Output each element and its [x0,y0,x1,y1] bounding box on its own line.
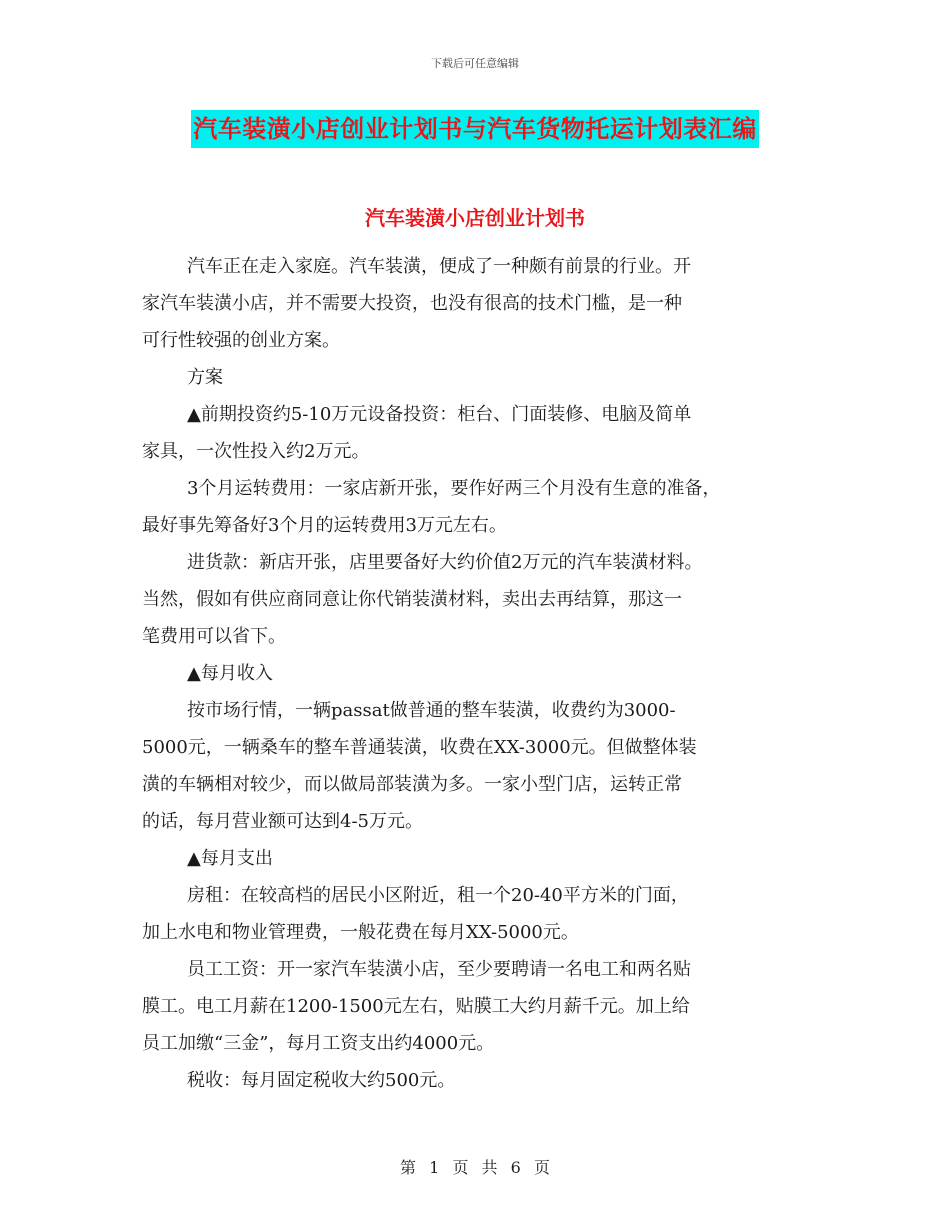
footer-middle: 页 [452,1158,469,1177]
text-line: 方案 [187,367,223,388]
text-line: ▲每月支出 [187,848,273,869]
paragraph [142,840,812,877]
paragraph [142,692,812,840]
page-number: 1 [429,1158,440,1177]
section-title: 汽车装潢小店创业计划书 [365,206,585,230]
text-line: 进货款：新店开张，店里要备好大约价值2万元的汽车装潢材料。 [187,552,703,573]
text-line: 可行性较强的创业方案。 [142,330,340,351]
text-line: 员工工资：开一家汽车装潢小店，至少要聘请一名电工和两名贴 [187,959,691,980]
paragraph [142,1062,812,1099]
text-line: ▲每月收入 [187,663,273,684]
text-line: 5000元，一辆桑车的整车普通装潢，收费在XX-3000元。但做整体装 [142,737,697,758]
footer-prefix: 第 [400,1158,417,1177]
text-line: 家汽车装潢小店，并不需要大投资，也没有很高的技术门槛，是一种 [142,293,682,314]
text-line: 员工加缴“三金”，每月工资支出约4000元。 [142,1033,495,1054]
text-line: 加上水电和物业管理费，一般花费在每月XX-5000元。 [142,922,579,943]
paragraph [142,359,812,396]
text-line: 笔费用可以省下。 [142,626,286,647]
footer-of: 共 [481,1158,498,1177]
text-line: 税收：每月固定税收大约500元。 [187,1070,456,1091]
text-line: 当然，假如有供应商同意让你代销装潢材料，卖出去再结算，那这一 [142,589,682,610]
paragraph [142,248,812,359]
paragraph [142,951,812,1062]
document-title-wrapper [0,110,950,148]
text-line: 汽车正在走入家庭。汽车装潢，便成了一种颇有前景的行业。开 [187,256,691,277]
text-line: 3个月运转费用：一家店新开张，要作好两三个月没有生意的准备， [187,478,721,499]
text-line: 房租：在较高档的居民小区附近，租一个20-40平方米的门面， [187,885,689,906]
page-footer [0,1155,950,1178]
document-title: 汽车装潢小店创业计划书与汽车货物托运计划表汇编 [191,110,759,148]
header-note: 下载后可任意编辑 [431,57,519,70]
paragraph [142,396,812,470]
paragraph [142,544,812,655]
paragraph [142,877,812,951]
text-line: 的话，每月营业额可达到4-5万元。 [142,811,423,832]
text-line: 最好事先筹备好3个月的运转费用3万元左右。 [142,515,507,536]
text-line: 按市场行情，一辆passat做普通的整车装潢，收费约为3000- [187,700,676,721]
document-body [142,248,812,1099]
footer-suffix: 页 [533,1158,550,1177]
total-pages: 6 [510,1158,521,1177]
text-line: 潢的车辆相对较少，而以做局部装潢为多。一家小型门店，运转正常 [142,774,682,795]
text-line: 膜工。电工月薪在1200-1500元左右，贴膜工大约月薪千元。加上给 [142,996,690,1017]
paragraph [142,655,812,692]
text-line: 家具，一次性投入约2万元。 [142,441,370,462]
text-line: ▲前期投资约5-10万元设备投资：柜台、门面装修、电脑及简单 [187,404,692,425]
paragraph [142,470,812,544]
